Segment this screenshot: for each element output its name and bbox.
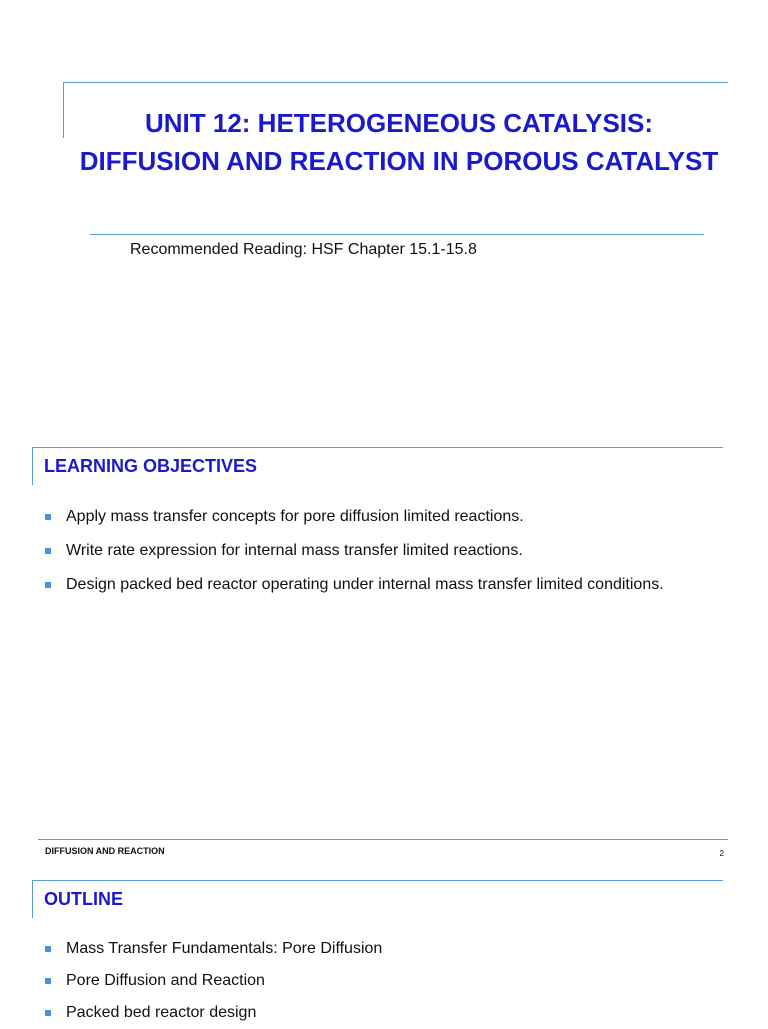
footer-rule — [38, 839, 728, 840]
outline-top-rule — [32, 880, 723, 881]
title-bottom-rule — [90, 234, 704, 235]
outline-item — [44, 965, 704, 997]
square-bullet-icon — [45, 946, 51, 952]
learning-objective-item — [44, 500, 704, 534]
outline-item — [44, 997, 704, 1029]
outline-item-text: Packed bed reactor design — [66, 1004, 257, 1021]
title-line-2: DIFFUSION AND REACTION IN POROUS CATALYST — [79, 146, 719, 176]
recommended-reading: Recommended Reading: HSF Chapter 15.1-15.8 — [130, 241, 477, 258]
square-bullet-icon — [45, 514, 51, 520]
title-top-rule — [63, 82, 728, 83]
learning-objectives-list — [44, 500, 704, 602]
square-bullet-icon — [45, 548, 51, 554]
page-title — [64, 104, 734, 180]
page-number: 2 — [719, 849, 724, 858]
learning-objective-item — [44, 534, 704, 568]
learning-objective-text: Apply mass transfer concepts for pore diffusion limited reactions. — [66, 508, 524, 525]
learning-objectives-heading: LEARNING OBJECTIVES — [44, 456, 258, 476]
square-bullet-icon — [45, 978, 51, 984]
square-bullet-icon — [45, 1010, 51, 1016]
learning-objective-text: Write rate expression for internal mass transfer limited reactions. — [66, 542, 523, 559]
outline-item-text: Pore Diffusion and Reaction — [66, 972, 265, 989]
outline-list — [44, 933, 704, 1029]
outline-heading: OUTLINE — [44, 889, 123, 909]
learning-objectives-left-rule — [32, 447, 33, 485]
outline-item-text: Mass Transfer Fundamentals: Pore Diffusion — [66, 940, 383, 957]
learning-objective-item — [44, 568, 704, 602]
outline-left-rule — [32, 880, 33, 918]
learning-objective-text: Design packed bed reactor operating under internal mass transfer limited conditions. — [66, 576, 664, 593]
square-bullet-icon — [45, 582, 51, 588]
outline-item — [44, 933, 704, 965]
title-line-1: UNIT 12: HETEROGENEOUS CATALYSIS: — [144, 108, 654, 138]
footer-label: DIFFUSION AND REACTION — [45, 846, 165, 856]
learning-objectives-top-rule — [32, 447, 723, 448]
